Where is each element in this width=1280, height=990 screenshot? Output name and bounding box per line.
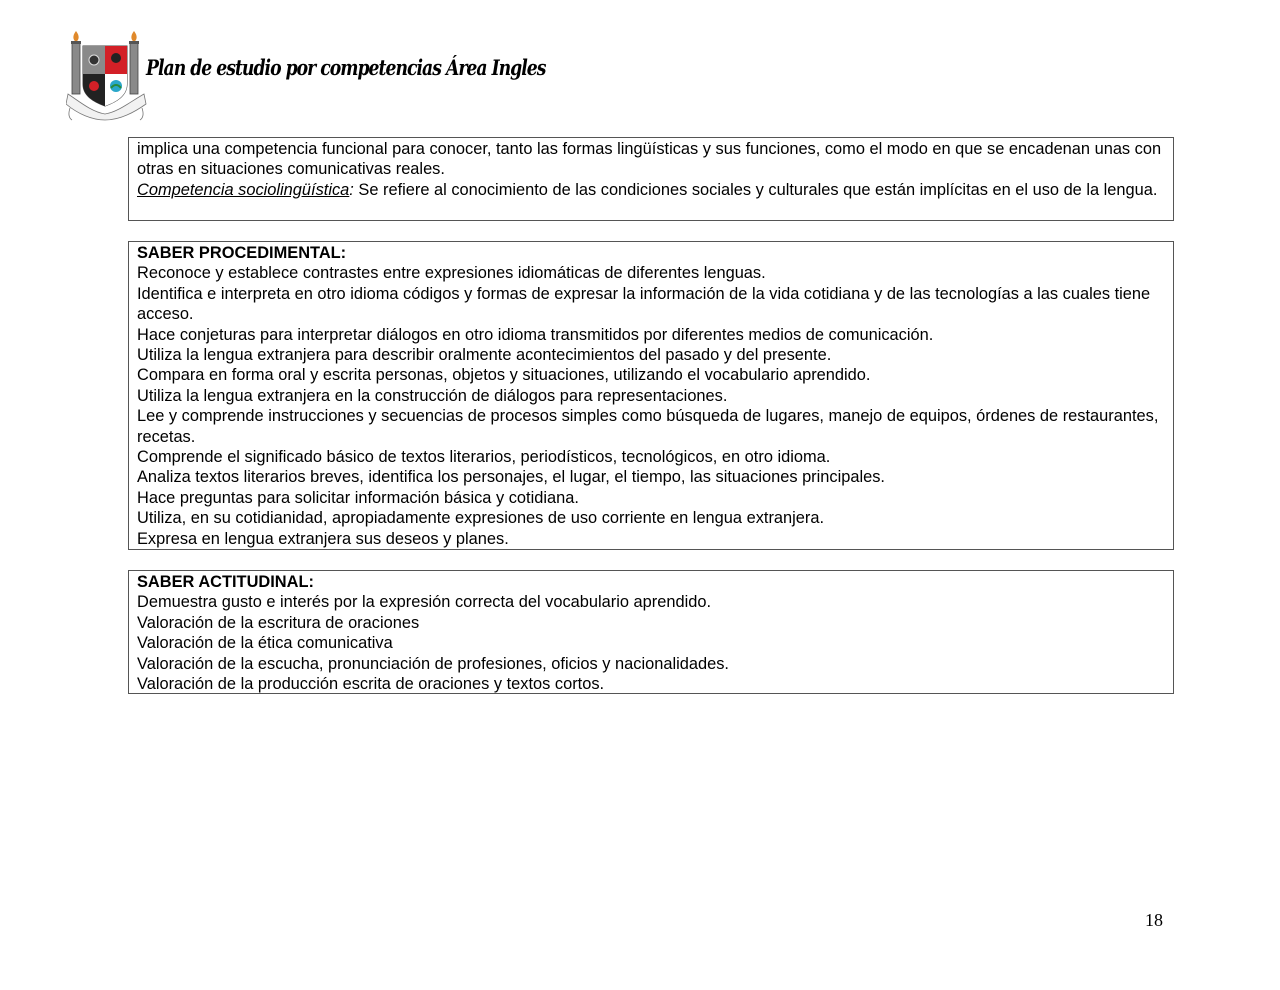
competencias-box [128,137,1174,221]
saber-procedimental-heading: SABER PROCEDIMENTAL: [137,244,347,262]
list-item: Utiliza, en su cotidianidad, apropiadamente expresiones de uso corriente en lengua extranjera. [137,509,825,528]
competencia-continuation-text: implica una competencia funcional para conocer, tanto las formas lingüísticas y sus funciones, como el modo en que se encadenan unas con otras en situaciones comunicativas reales. [137,140,1162,179]
competencia-sociolinguistica-text: Se refiere al conocimiento de las condiciones sociales y culturales que están implícitas en el uso de la lengua. [353,180,1158,199]
list-item: Analiza textos literarios breves, identifica los personajes, el lugar, el tiempo, las situaciones principales. [137,468,885,487]
list-item: Valoración de la escritura de oraciones [137,613,420,632]
page-number: 18 [1145,910,1163,930]
list-item: Valoración de la ética comunicativa [137,634,393,653]
list-item: Valoración de la producción escrita de oraciones y textos cortos. [137,675,605,694]
list-item: Identifica e interpreta en otro idioma códigos y formas de expresar la información de la vida cotidiana y de las tecnologías a las cuales tiene acceso. [137,284,1151,324]
term-colon: : [349,180,354,199]
list-item: Expresa en lengua extranjera sus deseos y planes. [137,529,509,548]
list-item: Utiliza la lengua extranjera en la construcción de diálogos para representaciones. [137,386,728,405]
school-crest-icon [66,28,150,122]
list-item: Demuestra gusto e interés por la expresión correcta del vocabulario aprendido. [137,593,711,612]
document-title: Plan de estudio por competencias Área Ingles [146,55,546,80]
list-item: Utiliza la lengua extranjera para describir oralmente acontecimientos del pasado y del presente. [137,346,832,365]
list-item: Comprende el significado básico de textos literarios, periodísticos, tecnológicos, en otro idioma. [137,448,831,467]
list-item: Lee y comprende instrucciones y secuencias de procesos simples como búsqueda de lugares, manejo de equipos, órdenes de restaurantes, recetas. [137,407,1159,446]
saber-actitudinal-box [128,570,1174,694]
list-item: Reconoce y establece contrastes entre expresiones idiomáticas de diferentes lenguas. [137,264,766,283]
list-item: Hace conjeturas para interpretar diálogos en otro idioma transmitidos por diferentes medios de comunicación. [137,325,934,344]
list-item: Compara en forma oral y escrita personas, objetos y situaciones, utilizando el vocabulario aprendido. [137,366,871,385]
saber-procedimental-box [128,241,1174,550]
saber-actitudinal-heading: SABER ACTITUDINAL: [137,573,314,591]
page-header [66,28,546,124]
competencia-sociolinguistica-paragraph [137,180,1165,200]
list-item: Hace preguntas para solicitar información básica y cotidiana. [137,488,579,507]
list-item: Valoración de la escucha, pronunciación de profesiones, oficios y nacionalidades. [137,654,729,673]
competencia-sociolinguistica-term: Competencia sociolingüística [137,180,350,199]
